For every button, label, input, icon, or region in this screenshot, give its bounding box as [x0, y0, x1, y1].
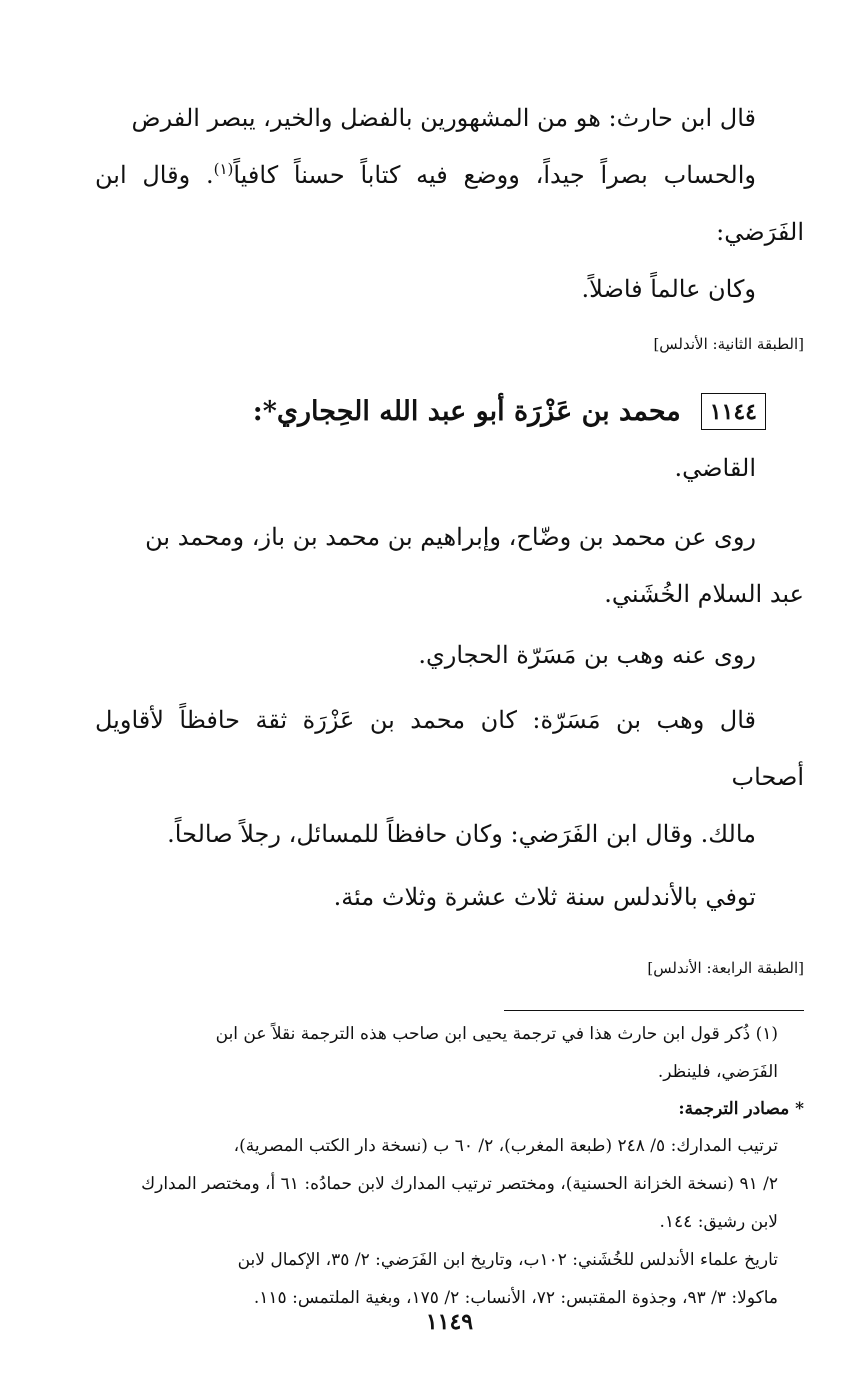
text-line: قال ابن حارث: هو من المشهورين بالفضل والخير، يبصر الفرض [131, 104, 756, 132]
text-line [95, 147, 804, 261]
paragraph-death: توفي بالأندلس سنة ثلاث عشرة وثلاث مئة. [333, 883, 756, 911]
footnote-marker: (١) [213, 160, 234, 178]
footnote-line: ماكولا: ٣/ ٩٣، وجذوة المقتبس: ٧٢، الأنساب: ٢/ ١٧٥، وبغية الملتمس: ١١٥. [253, 1288, 778, 1308]
footnote-1 [95, 1015, 804, 1091]
paragraph-rawa-anhu: روى عنه وهب بن مَسَرّة الحجاري. [418, 641, 756, 669]
book-page [95, 90, 804, 1335]
source-entry-madarik [95, 1127, 804, 1241]
text-line: قال وهب بن مَسَرّة: كان محمد بن عَزْرَة ثقة حافظاً لأقاويل أصحاب [95, 706, 804, 791]
paragraph-ibn-harith [95, 90, 804, 318]
footnote-line: لابن رشيق: ١٤٤. [659, 1212, 778, 1232]
footnote-line: تاريخ علماء الأندلس للخُشَني: ١٠٢ب، وتاريخ ابن الفَرَضي: ٢/ ٣٥، الإكمال لابن [237, 1250, 778, 1270]
text-line: مالك. وقال ابن الفَرَضي: وكان حافظاً للمسائل، رجلاً صالحاً. [167, 820, 756, 848]
entry-number-box: ١١٤٤ [701, 393, 766, 430]
entry-heading [95, 386, 766, 436]
paragraph-wahb-qala [95, 692, 804, 863]
text-segment: والحساب بصراً جيداً، ووضع فيه كتاباً حسناً كافياً [233, 161, 756, 189]
source-entry-tarikh [95, 1241, 804, 1317]
footnote-line: (١) ذُكر قول ابن حارث هذا في ترجمة يحيى ابن صاحب هذه الترجمة نقلاً عن ابن [215, 1024, 778, 1044]
text-line: روى عن محمد بن وضّاح، وإبراهيم بن محمد بن باز، ومحمد بن [145, 523, 756, 551]
text-line: عبد السلام الخُشَني. [604, 580, 804, 608]
class-tag: [الطبقة الثانية: الأندلس] [653, 335, 804, 353]
text-segment: . وقال ابن الفَرَضي: [95, 161, 804, 246]
sources-heading: * مصادر الترجمة: [678, 1099, 804, 1119]
footnote-line: ترتيب المدارك: ٥/ ٢٤٨ (طبعة المغرب)، ٢/ ٦٠ ب (نسخة دار الكتب المصرية)، [233, 1136, 778, 1156]
paragraph-rawa-an [95, 509, 804, 623]
class-tag: [الطبقة الرابعة: الأندلس] [647, 959, 804, 977]
footnote-line: الفَرَضي، فلينظر. [657, 1062, 778, 1082]
footnote-line: ٢/ ٩١ (نسخة الخزانة الحسنية)، ومختصر ترتيب المدارك لابن حمادُه: ٦١ أ، ومختصر المدارك [141, 1174, 778, 1194]
page-number: ١١٤٩ [425, 1309, 474, 1335]
entry-title: محمد بن عَزْرَة أبو عبد الله الحِجاري*: [252, 395, 681, 427]
paragraph-qadi: القاضي. [674, 454, 756, 482]
footnote-divider [504, 1010, 804, 1011]
text-line: وكان عالماً فاضلاً. [581, 275, 756, 303]
